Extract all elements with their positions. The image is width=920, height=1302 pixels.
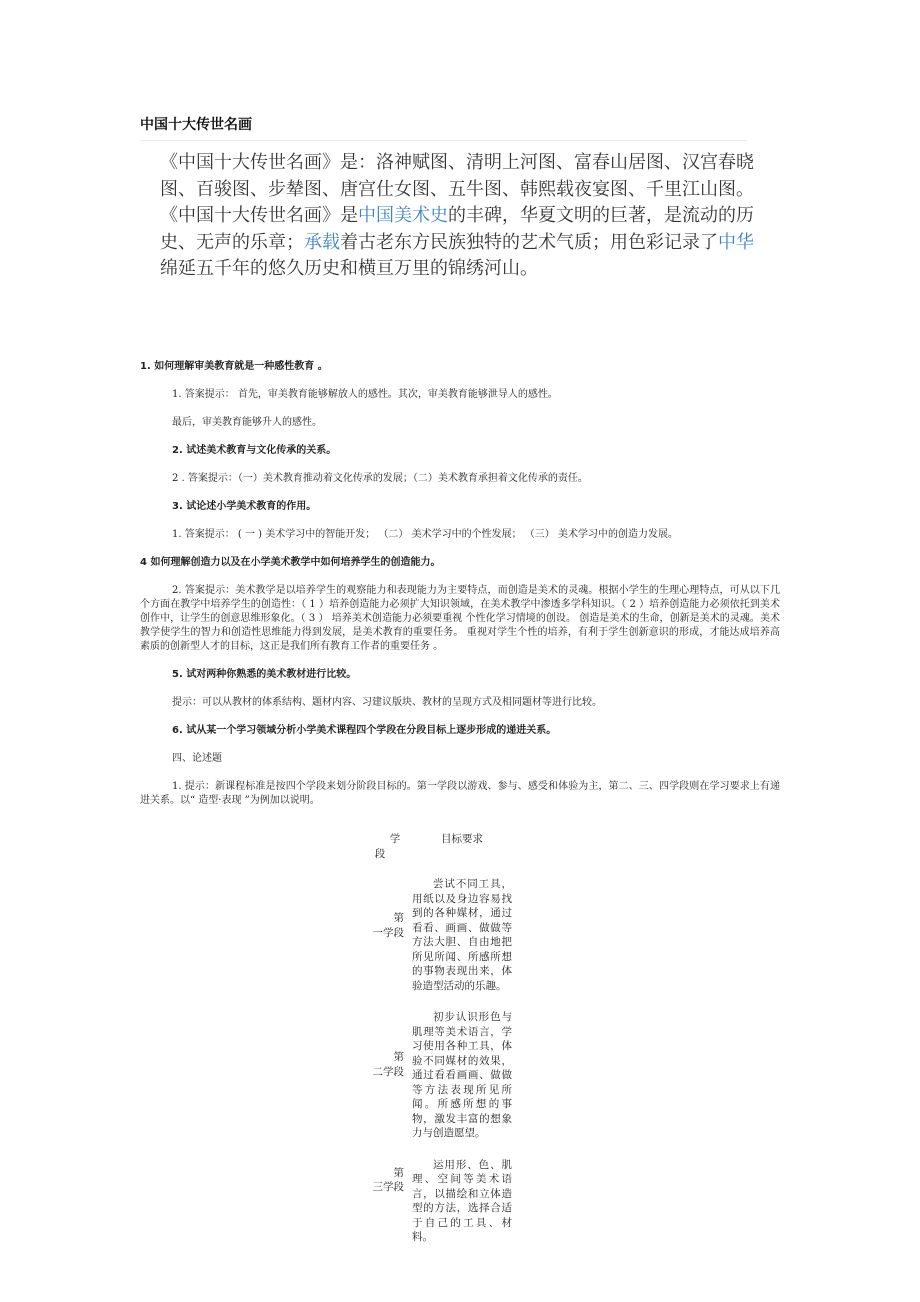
question-2: 2. 试述美术教育与文化传承的关系。 [172,445,337,456]
stage-3-line-2: 三学段 [372,1181,404,1193]
stage-3-line-1: 第 [393,1166,404,1179]
intro-text-c: 着古老东方民族独特的艺术气质；用色彩记录了 [340,231,718,253]
answer-5: 提示：可以从教材的体系结构、题材内容、习建议版块、教材的呈现方式及相同题材等进行比较。 [172,697,602,708]
table-row [366,877,566,993]
table-row [366,1010,566,1141]
goal-1-text: 尝试不同工具，用纸以及身边容易找到的各种媒材，通过看看、画画、做做等方法大胆、自由地把所见所闻、所感所想的事物表现出来，体验造型活动的乐趣。 [412,878,512,992]
header-stage-line-1: 学 [389,833,401,845]
link-carry[interactable]: 承载 [304,231,340,253]
answer-3: 1. 答案提示： ( 一 ) 美术学习中的智能开发； （二） 美术学习中的个性发展； （三） 美术学习中的创造力发展。 [172,529,678,540]
stage-cell [366,1010,412,1141]
table-row [366,1158,566,1245]
intro-section [160,150,760,283]
intro-text-a: 《中国十大传世名画》是 [160,205,358,226]
goal-cell [412,1158,512,1245]
goal-3-text: 运用形、色、肌理、空间等美术语言，以描绘和立体造型的方法，选择合适于自己的工具、材料。 [412,1158,512,1243]
stage-goals-table [366,832,566,1245]
intro-text-d: 绵延五千年的悠久历史和横亘万里的锦绣河山。 [160,258,538,279]
question-1: 1. 如何理解审美教育就是一种感性教育 。 [140,361,328,372]
stage-cell [366,877,412,993]
table-header-row [366,832,566,861]
intro-paragraph-2 [160,203,760,283]
page-title: 中国十大传世名画 [140,114,746,141]
answer-2: 2 . 答案提示：（一）美术教育推动着文化传承的发展；（二）美术教育承担着文化传承的责任。 [172,473,588,484]
answer-1: 1. 答案提示： 首先，审美教育能够解放人的感性。其次，审美教育能够泄导人的感性。 [172,389,558,400]
goal-cell [412,1010,512,1141]
stage-1-line-2: 一学段 [372,926,404,939]
header-stage-line-2: 段 [374,847,386,860]
question-5: 5. 试对两种你熟悉的美术教材进行比较。 [172,669,357,680]
stage-2-line-1: 第 [393,1051,404,1063]
stage-cell [366,1158,412,1245]
answer-1-continued: 最后，审美教育能够升人的感性。 [172,417,322,428]
question-6: 6. 试从某一个学习领域分析小学美术课程四个学段在分段目标上逐步形成的递进关系。 [172,725,557,736]
answer-4: 2. 答案提示：美术教学是以培养学生的观察能力和表现能力为主要特点，而创造是美术的灵魂。根据小学生的生理心理特点，可从以下几个方面在教学中培养学生的创造性：（ 1 ）培养创造能力必须扩大知识领域，在美术教学中渗透多学科知识。（ 2 ）培养创造能力必须依托到美术创作中，让学生的创意思维形象化。（ 3 ） 培养美术创造能力必须要重视 个性化学习情境的创设。 创造是美术的生命，创新是美术的灵魂。美术教学使学生的智力和创造性思维能力得到发展，是美术教育的重要任务。 重视对学生个性的培养，有利于学生创新意识的形成，才能达成培养高素质的创新型人才的目标，这正是我们所有教育工作者的重要任务 。 [140,585,780,652]
stage-2-line-2: 二学段 [372,1065,404,1078]
section-heading-essay: 四、论述题 [172,753,222,764]
question-3: 3. 试论述小学美术教育的作用。 [172,501,317,512]
goal-2-text: 初步认识形色与肌理等美术语言，学习使用各种工具，体验不同媒材的效果，通过看看画画、做做等方法表现所见所闻。所感所想的事物，激发丰富的想象力与创造愿望。 [412,1011,512,1139]
goal-cell [412,877,512,993]
link-china[interactable]: 中华 [718,231,754,253]
intro-paragraph-1: 《中国十大传世名画》是：洛神赋图、清明上河图、富春山居图、汉宫春晓图、百骏图、步辇图、唐宫仕女图、五牛图、韩熙载夜宴图、千里江山图。 [160,152,754,200]
stage-1-line-1: 第 [393,912,404,924]
header-stage [366,832,412,861]
header-goal: 目标要求 [441,833,483,845]
question-4: 4 如何理解创造力以及在小学美术教学中如何培养学生的创造能力。 [140,557,441,568]
intro-text-b: 的丰碑，华夏文明的巨著，是流动的历史、无声的乐章； [160,205,754,253]
qa-section [140,360,780,808]
answer-essay-1: 1. 提示：新课程标准是按四个学段来划分阶段目标的。第一学段以游戏、参与、感受和体验为主，第二、三、四学段则在学习要求上有递进关系。以“ 造型·表现 ”为例加以说明。 [140,781,780,806]
link-art-history[interactable]: 中国美术史 [358,205,448,226]
